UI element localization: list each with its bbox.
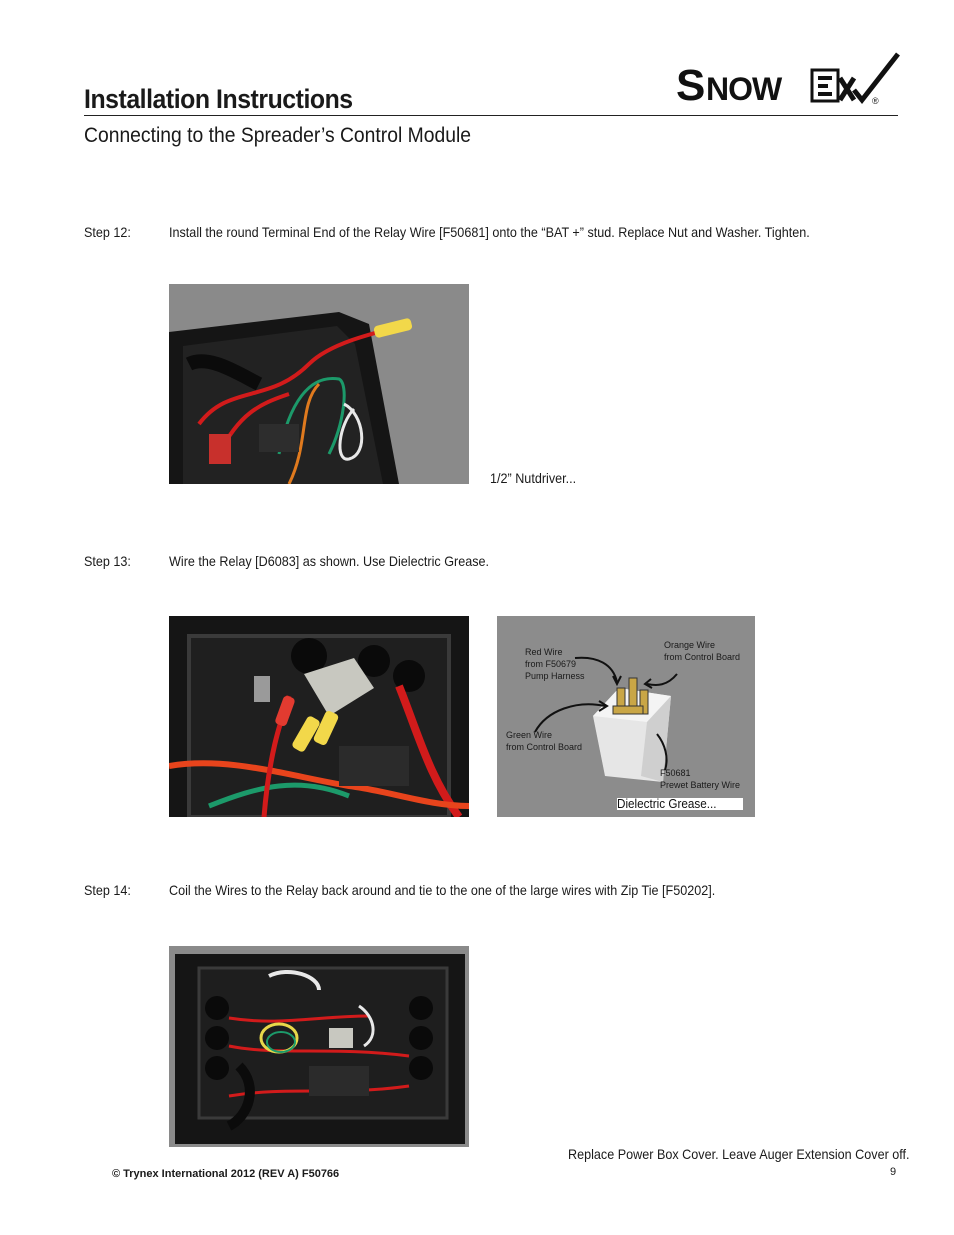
page-number: 9 [890,1166,897,1178]
photo-relay-wiring [169,616,469,817]
svg-text:S: S [676,61,706,107]
snowex-logo [676,52,901,107]
label-dielectric-grease: Dielectric Grease... [617,796,717,811]
label-green-wire: Green Wire from Control Board [506,730,583,752]
header-rule [84,115,898,116]
label-red-wire: Red Wire from F50679 Pump Harness [525,647,585,681]
photo-relay-wire-terminal [169,284,469,484]
relay-wiring-diagram [497,616,755,817]
page-subtitle: Connecting to the Spreader’s Control Module [84,124,472,147]
label-orange-wire: Orange Wire from Control Board [664,640,741,662]
step-13-label: Step 13: [84,553,131,569]
photo-coiled-wires [169,946,469,1147]
caption-replace-cover: Replace Power Box Cover. Leave Auger Extension Cover off. [568,1146,910,1162]
step-13-text: Wire the Relay [D6083] as shown. Use Dielectric Grease. [169,553,490,569]
step-12-label: Step 12: [84,224,131,240]
step-14-text: Coil the Wires to the Relay back around and tie to the one of the large wires with Zip Tie [F50202]. [169,882,716,898]
footer-copyright: © Trynex International 2012 (REV A) F50766 [112,1168,340,1180]
svg-text:®: ® [872,96,879,106]
step-14-label: Step 14: [84,882,131,898]
svg-text:NOW: NOW [706,71,782,107]
caption-nutdriver: 1/2” Nutdriver... [490,470,577,486]
step-12-text: Install the round Terminal End of the Relay Wire [F50681] onto the “BAT +” stud. Replace Nut and Washer. Tighten. [169,224,810,240]
page-title: Installation Instructions [84,84,353,114]
label-prewet-wire: F50681 Prewet Battery Wire [660,768,741,790]
